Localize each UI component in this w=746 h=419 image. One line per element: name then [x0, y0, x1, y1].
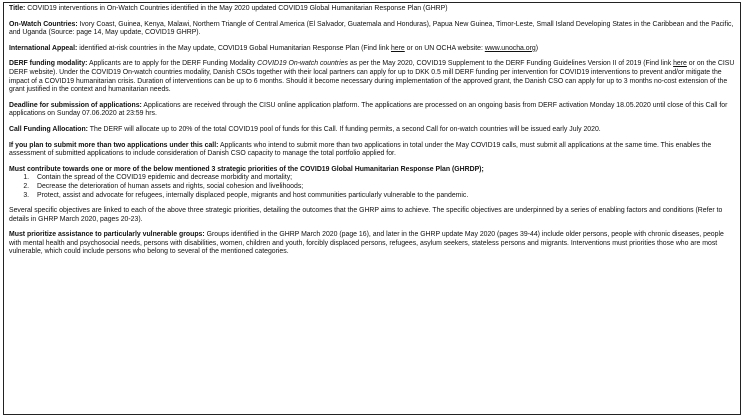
appeal-section — [9, 45, 735, 54]
priorities-heading-text: Must contribute towards one or more of the below mentioned 3 strategic priorities of the COVID19 Global Humanitarian Response Plan (GHRDP); — [9, 165, 484, 173]
on-watch-text: Ivory Coast, Guinea, Kenya, Malawi, Northern Triangle of Central America (El Salvador, Guatemala and Honduras), Papua New Guinea, Timor-Leste, Small Island Developing States in the Caribbean and the Pacific, and Uganda (Source: page 14, May update, COVID19 GHRP). — [9, 20, 734, 37]
deadline-text: Applications are received through the CISU online application platform. The applications are processed on an ongoing basis from DERF activation Monday 18.05.2020 until close of this Call for applications on Sunday 07.06.2020 at 23:59 hrs. — [9, 101, 728, 118]
appeal-text-2: or on UN OCHA website: — [404, 44, 485, 52]
appeal-paragraph — [9, 45, 735, 54]
vulnerable-groups-section — [9, 231, 735, 257]
appeal-text-1: identified at-risk countries in the May update, COVID19 Gobal Humanitarian Response Plan (Find link — [77, 44, 391, 52]
title-label: Title: — [9, 5, 26, 12]
multiple-text: Applicants who intend to submit more than two applications in total under the May COVID19 calls, must submit all applications at the same time. This enables the assessment of submitted applications to include consideration of Danish CSO capacity to manage the total portfolio applied for. — [9, 141, 712, 158]
vulnerable-text: Groups identified in the GHRP March 2020 (page 16), and later in the GHRP update May 2020 (pages 39-44) include older persons, people with chronic diseases, people with mental health and psychosocial needs, persons with disabilities, women, children and youth, forcibly displaced persons, refugees, asylum seekers, stateless persons and migrants. Interventions must priorities those who are most vulnerable, which could include persons who belong to several of the mentioned categories. — [9, 231, 724, 256]
allocation-section — [9, 126, 735, 135]
modality-paragraph — [9, 60, 735, 94]
deadline-section — [9, 102, 735, 119]
modality-text-3: or on the CISU DERF website). Under the COVID19 On-watch countries modality, Danish CSOs together with their local partners can apply for up to DKK 0.5 mill DERF funding per intervention for COVID19 interventions to prevent and/or mitigate the impact of a COVID19 humanitarian crisis. Duration of interventions can be up to 6 months. Should it become necessary during implementation of the approved grant, the Danish CSO can apply for up to 3 months no-cost extension of the grant justified in the context and humanitarian needs. — [9, 60, 735, 94]
appeal-here-link[interactable]: here — [390, 44, 405, 52]
on-watch-paragraph — [9, 21, 735, 38]
title-section — [9, 5, 735, 14]
on-watch-label: On-Watch Countries: — [9, 20, 78, 28]
multiple-paragraph — [9, 142, 735, 159]
multiple-label: If you plan to submit more than two applications under this call: — [9, 141, 219, 149]
objectives-section — [9, 207, 735, 224]
priorities-section — [9, 166, 735, 200]
title-text: COVID19 interventions in On-Watch Countries identified in the May 2020 updated COVID19 Global Humanitarian Response Plan (GHRP) — [25, 5, 448, 12]
priority-item: 2. Decrease the deterioration of human assets and rights, social cohesion and livelihoods; — [31, 183, 735, 192]
multiple-applications-section — [9, 142, 735, 159]
deadline-paragraph — [9, 102, 735, 119]
call-document — [3, 2, 741, 415]
allocation-text: The DERF will allocate up to 20% of the total COVID19 pool of funds for this Call. If funding permits, a second Call for on-watch countries will be issued early July 2020. — [87, 125, 601, 133]
modality-section — [9, 60, 735, 94]
priorities-heading — [9, 166, 735, 175]
priority-item: 3. Protect, assist and advocate for refugees, internally displaced people, migrants and host communities particularly vulnerable to the pandemic. — [31, 192, 735, 201]
objectives-paragraph: Several specific objectives are linked to each of the above three strategic priorities, detailing the outcomes that the GHRP aims to achieve. The specific objectives are underpinned by a series of enabling factors and conditions (Refer to details in GHRP March 2020, pages 20-23). — [9, 207, 723, 223]
modality-text-2: as per the May 2020, COVID19 Supplement to the DERF Funding Guidelines Version II of 2019 (Find link — [347, 60, 674, 68]
vulnerable-label: Must prioritize assistance to particularly vulnerable groups: — [9, 231, 205, 239]
modality-text-1: Applicants are to apply for the DERF Funding Modality — [87, 60, 258, 68]
modality-italic: COVID19 On-watch countries — [257, 60, 348, 68]
appeal-label: International Appeal: — [9, 44, 78, 52]
priorities-list — [9, 174, 735, 200]
unocha-link[interactable]: www.unocha.org — [484, 44, 536, 52]
vulnerable-paragraph — [9, 231, 735, 257]
guidelines-here-link[interactable]: here — [673, 60, 687, 68]
allocation-label: Call Funding Allocation: — [9, 125, 88, 133]
modality-label: DERF funding modality: — [9, 60, 88, 68]
priority-item: 1. Contain the spread of the COVID19 epidemic and decrease morbidity and mortality; — [31, 174, 735, 183]
allocation-paragraph — [9, 126, 735, 135]
deadline-label: Deadline for submission of applications: — [9, 101, 142, 109]
appeal-text-3: ) — [535, 44, 539, 52]
on-watch-section — [9, 21, 735, 38]
title-paragraph — [9, 5, 735, 14]
